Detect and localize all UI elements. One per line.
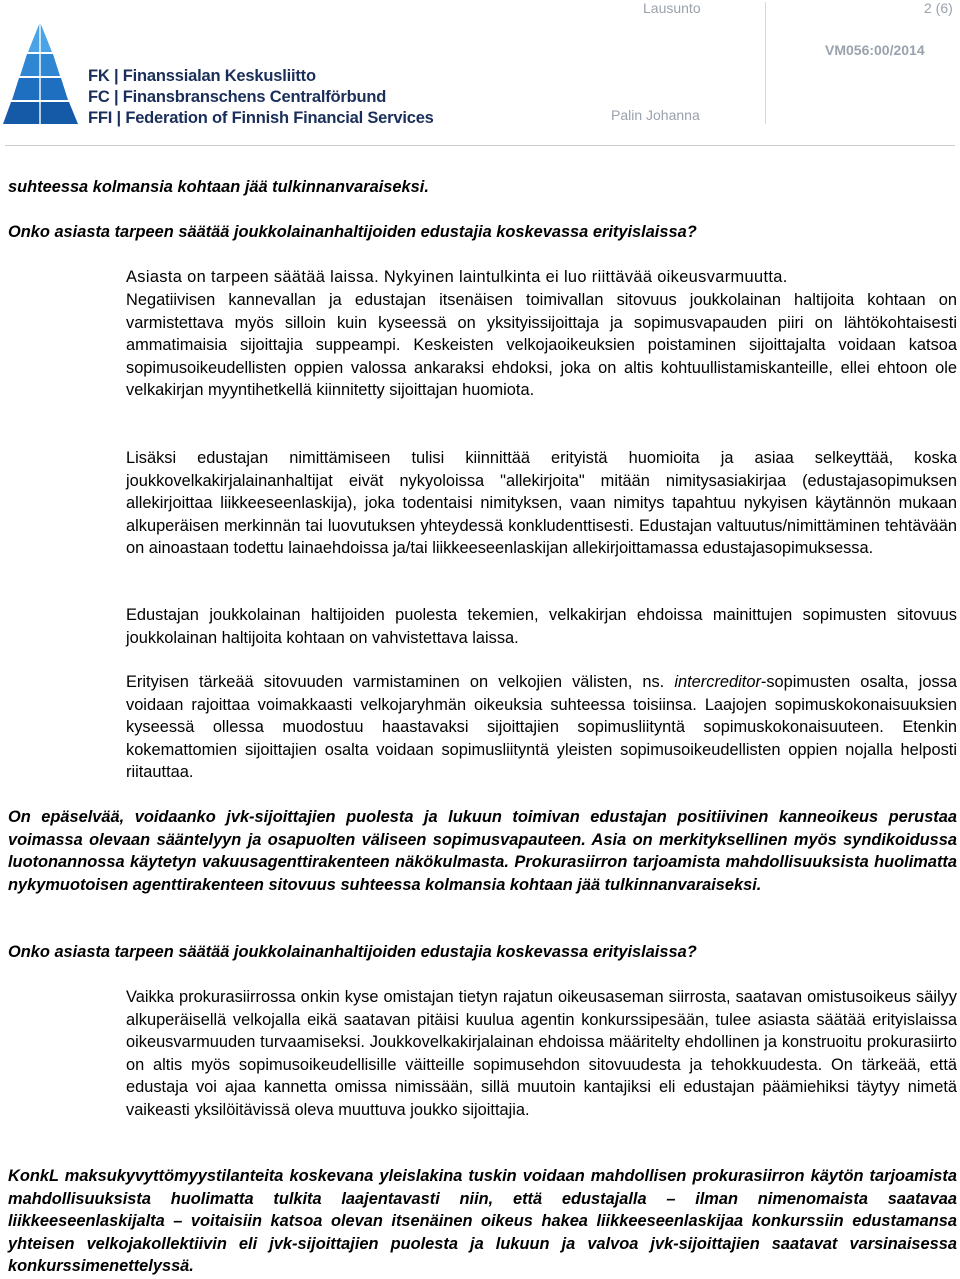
header-divider <box>5 145 955 146</box>
question-heading-2: Onko asiasta tarpeen säätää joukkolainanhaltijoiden edustajia koskevassa erityislaissa? <box>8 943 697 961</box>
document-reference: VM056:00/2014 <box>825 42 925 58</box>
author-name: Palin Johanna <box>611 107 700 123</box>
header-divider-vertical <box>765 2 766 124</box>
org-name-en: FFI | Federation of Finnish Financial Services <box>88 109 434 127</box>
answer-paragraph-1: Negatiivisen kannevallan ja edustajan itsenäisen toimivallan sitovuus joukkolainan haltijoita kohtaan on varmistettava myös silloin kuin kyseessä on yksityissijoittaja ja sopimusvapauden piiri on lähtökohtaisesti ammatimaisia sijoittajia suppeampi. Keskeisten velkojaoikeuksien poistaminen sijoittajalta voidaan katsoa sopimusoikeudellisten oppien valossa ankaraksi ehdoksi, joka on altis kohtuullistamiskanteille, ellei ehtoon ole velkakirjan myyntihetkellä kiinnitetty sijoittajan huomiota. <box>126 291 957 399</box>
paragraph-continuation: suhteessa kolmansia kohtaan jää tulkinnanvaraiseksi. <box>8 178 429 196</box>
answer-paragraph-4-start: Erityisen tärkeää sitovuuden varmistaminen on velkojien välisten, ns. <box>126 673 675 691</box>
answer-paragraph-2: Lisäksi edustajan nimittämiseen tulisi kiinnittää erityistä huomioita ja asiaa selkeyttää, koska joukkovelkakirjalainanhaltijat eivät nykyoloissa "allekirjoita" mitään nimitysasiakirjaa (edustajasopimuksen allekirjoittaa liikkeeseenlaskija), joka todentaisi nimityksen, vaan nimitys tapahtuu nykyisen käytännön mukaan alkuperäisen merkinnän tai luovutuksen yhteydessä konkludenttisesti. Edustajan valtuutus/nimittäminen tehtävään on ainoastaan todettu lainaehdoissa ja/tai liikkeeseenlaskijan allekirjoittamassa edustajasopimuksessa. <box>126 449 957 557</box>
statement-paragraph-1: On epäselvää, voidaanko jvk-sijoittajien puolesta ja lukuun toimivan edustajan positiivinen kanneoikeus perustaa voimassa olevaan sääntelyyn ja osapuolten väliseen sopimusvapauteen. Asia on merkityksellinen myös syndikoidussa luotonannossa käytetyn vakuusagenttirakenteen näkökulmasta. Prokurasiirron tarjoamista mahdollisuuksista huolimatta nykymuotoisen agenttirakenteen sitovuus suhteessa kolmansia kohtaan jää tulkinnanvaraiseksi. <box>8 808 957 894</box>
org-name-sv: FC | Finansbranschens Centralförbund <box>88 88 387 106</box>
intercreditor-term: intercreditor <box>674 673 761 691</box>
page-number: 2 (6) <box>924 0 953 16</box>
answer-paragraph-1-line-1: Asiasta on tarpeen säätää laissa. Nykyinen laintulkinta ei luo riittävää oikeusvarmuutta. <box>126 268 788 286</box>
org-name-fi: FK | Finanssialan Keskusliitto <box>88 67 316 85</box>
answer-paragraph-4-rest: -sopimusten osalta, jossa voidaan rajoittaa voimakkaasti velkojaryhmän oikeuksia suhteessa toisiinsa. Laajojen sopimuskokonaisuuksien kyseessä ollessa muodostuu haastavaksi sijoittajien sopimusliityntä sopimuskokonaisuuteen. Etenkin kokemattomien sijoittajien osalta voidaan sopimusliityntä yleisten sopimusoikeudellisten oppien nojalla helposti riitauttaa. <box>126 673 957 781</box>
question-heading-1: Onko asiasta tarpeen säätää joukkolainanhaltijoiden edustajia koskevassa erityislaissa? <box>8 223 697 241</box>
pyramid-logo-icon <box>0 18 82 130</box>
answer-paragraph-4 <box>126 671 957 784</box>
answer-paragraph-3: Edustajan joukkolainan haltijoiden puolesta tekemien, velkakirjan ehdoissa mainittujen sopimusten sitovuus joukkolainan haltijoita kohtaan on vahvistettava laissa. <box>126 606 957 647</box>
document-type: Lausunto <box>643 0 701 16</box>
company-logo <box>0 18 434 130</box>
answer-paragraph-5: Vaikka prokurasiirrossa onkin kyse omistajan tietyn rajatun oikeusaseman siirrosta, saatavan omistusoikeus säilyy alkuperäisellä velkojalla eikä saatavan pitäisi kuulua agentin konkurssipesään, tulee asiasta säätää erityislaissa oikeusvarmuuden turvaamiseksi. Joukkovelkakirjalainan ehdoissa määritelty ehdollinen ja konstruoitu prokurasiirto on altis myös sopimusoikeudellisille väitteille sopimusehdon sitovuudesta ja tehokkuudesta. On tärkeää, että edustaja voi ajaa kannetta omissa nimissään, sillä muutoin kantajiksi eli edustajan päämiehiksi täytyy nimetä vaikeasti yksilöitävissä oleva muuttuva joukko sijoittajia. <box>126 988 957 1119</box>
statement-paragraph-2: KonkL maksukyvyttömyystilanteita koskevana yleislakina tuskin voidaan mahdollisen prokurasiirron käytön tarjoamista mahdollisuuksista huolimatta tulkita laajentavasti niin, että edustajalla – ilman nimenomaista saatavaa liikkeeseenlaskijalta – voitaisiin katsoa olevan itsenäinen oikeus hakea liikkeeseenlaskijaa konkurssiin edustamansa yhteisen velkojakollektiivin eli jvk-sijoittajien puolesta ja lukuun ja valvoa jvk-sijoittajien saatavat varsinaisessa konkurssimenettelyssä. <box>8 1167 957 1275</box>
